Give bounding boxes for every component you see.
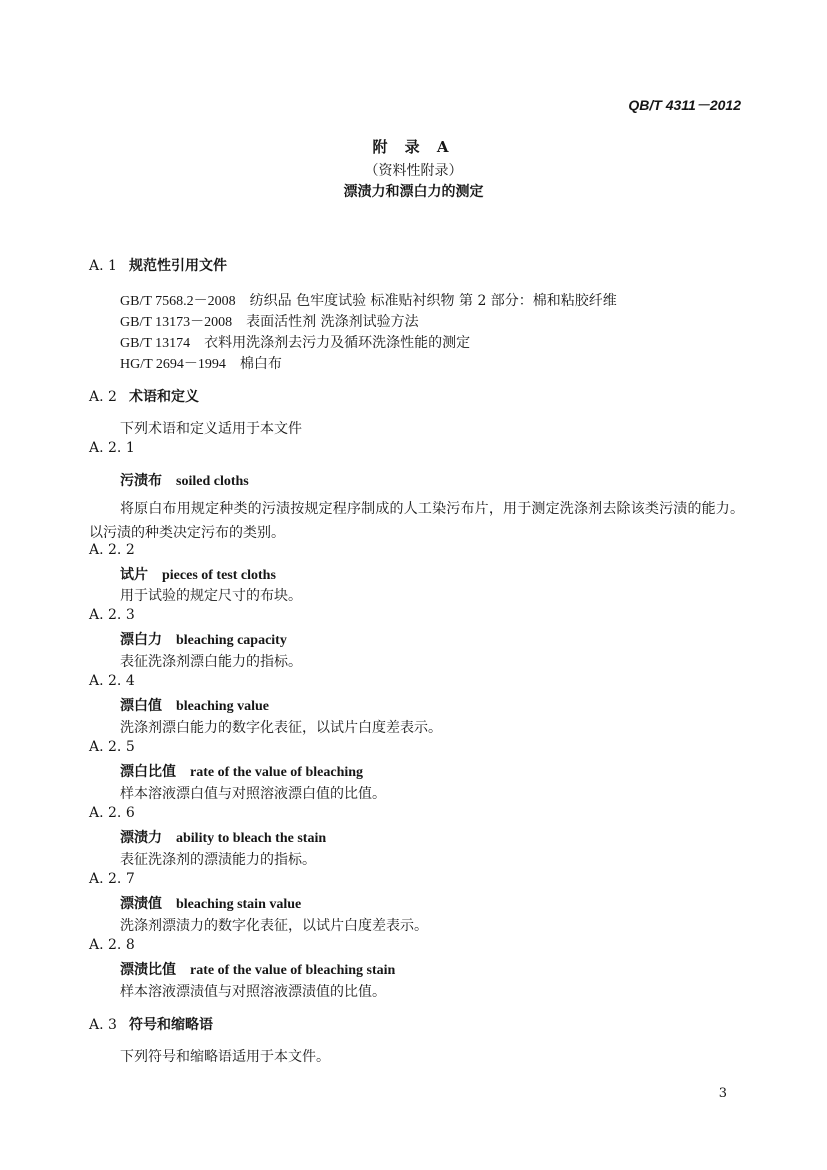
term-heading: [120, 470, 249, 490]
term-zh: 漂白力: [120, 632, 162, 648]
section-title: 术语和定义: [129, 389, 199, 405]
standard-number: QB/T 4311－2012: [628, 97, 741, 113]
term-definition: 样本溶液漂白值与对照溶液漂白值的比值。: [120, 786, 386, 802]
term-definition: 用于试验的规定尺寸的布块。: [120, 588, 302, 604]
reference-code: HG/T 2694－1994: [120, 357, 226, 372]
term-heading: [120, 761, 363, 781]
reference-item: [120, 353, 282, 373]
a2-intro: 下列术语和定义适用于本文件: [120, 421, 302, 437]
term-zh: 污渍布: [120, 473, 162, 489]
reference-title: 纺织品 色牢度试验 标准贴衬织物 第 2 部分：棉和粘胶纤维: [249, 293, 617, 309]
term-heading: [120, 564, 276, 584]
section-number: A. 2: [89, 389, 117, 405]
term-heading: [120, 827, 326, 847]
term-heading: [120, 893, 301, 913]
term-number: A. 2. 3: [89, 607, 135, 623]
term-en: ability to bleach the stain: [176, 831, 327, 846]
section-a3-heading: [89, 1014, 213, 1034]
term-en: rate of the value of bleaching: [190, 765, 364, 780]
term-en: soiled cloths: [176, 474, 249, 489]
term-number: A. 2. 4: [89, 673, 135, 689]
term-zh: 漂渍力: [120, 830, 162, 846]
term-definition: 洗涤剂漂渍力的数字化表征，以试片白度差表示。: [120, 918, 428, 934]
term-zh: 漂白值: [120, 698, 162, 714]
reference-code: GB/T 7568.2－2008: [120, 294, 236, 309]
term-number: A. 2. 7: [89, 871, 135, 887]
term-number: A. 2. 6: [89, 805, 135, 821]
term-heading: [120, 959, 395, 979]
section-number: A. 3: [89, 1017, 117, 1033]
reference-code: GB/T 13174: [120, 336, 191, 351]
reference-code: GB/T 13173－2008: [120, 315, 233, 330]
term-en: bleaching stain value: [176, 897, 302, 912]
term-number: A. 2. 2: [89, 542, 135, 558]
term-zh: 漂渍值: [120, 896, 162, 912]
annex-type: （资料性附录）: [364, 163, 463, 179]
section-a2-heading: [89, 386, 199, 406]
term-definition: 将原白布用规定种类的污渍按规定程序制成的人工染污布片，用于测定洗涤剂去除该类污渍的能力。以污渍的种类决定污布的类别。: [89, 501, 744, 541]
page-number: 3: [718, 1086, 727, 1101]
reference-title: 表面活性剂 洗涤剂试验方法: [246, 314, 419, 330]
section-title: 规范性引用文件: [129, 258, 227, 274]
term-en: bleaching value: [176, 699, 269, 714]
term-number: A. 2. 8: [89, 937, 135, 953]
term-en: bleaching capacity: [176, 633, 287, 648]
term-definition: 样本溶液漂渍值与对照溶液漂渍值的比值。: [120, 984, 386, 1000]
annex-title: 漂渍力和漂白力的测定: [343, 184, 484, 200]
term-en: rate of the value of bleaching stain: [190, 963, 396, 978]
term-definition: 洗涤剂漂白能力的数字化表征，以试片白度差表示。: [120, 720, 442, 736]
term-en: pieces of test cloths: [162, 568, 276, 583]
term-heading: [120, 629, 287, 649]
term-heading: [120, 695, 269, 715]
section-title: 符号和缩略语: [129, 1017, 213, 1033]
reference-item: [120, 332, 470, 352]
term-zh: 漂白比值: [120, 764, 176, 780]
term-zh: 漂渍比值: [120, 962, 176, 978]
section-a1-heading: [89, 255, 227, 275]
term-zh: 试片: [120, 567, 148, 583]
reference-title: 衣料用洗涤剂去污力及循环洗涤性能的测定: [204, 335, 471, 351]
annex-label: 附 录 A: [372, 138, 455, 156]
reference-item: [120, 311, 419, 331]
term-number: A. 2. 1: [89, 440, 135, 456]
a3-intro: 下列符号和缩略语适用于本文件。: [120, 1049, 330, 1065]
reference-item: [120, 290, 617, 310]
section-number: A. 1: [89, 258, 117, 274]
term-number: A. 2. 5: [89, 739, 135, 755]
term-definition: 表征洗涤剂漂白能力的指标。: [120, 654, 302, 670]
term-definition: 表征洗涤剂的漂渍能力的指标。: [120, 852, 316, 868]
reference-title: 棉白布: [239, 356, 282, 372]
